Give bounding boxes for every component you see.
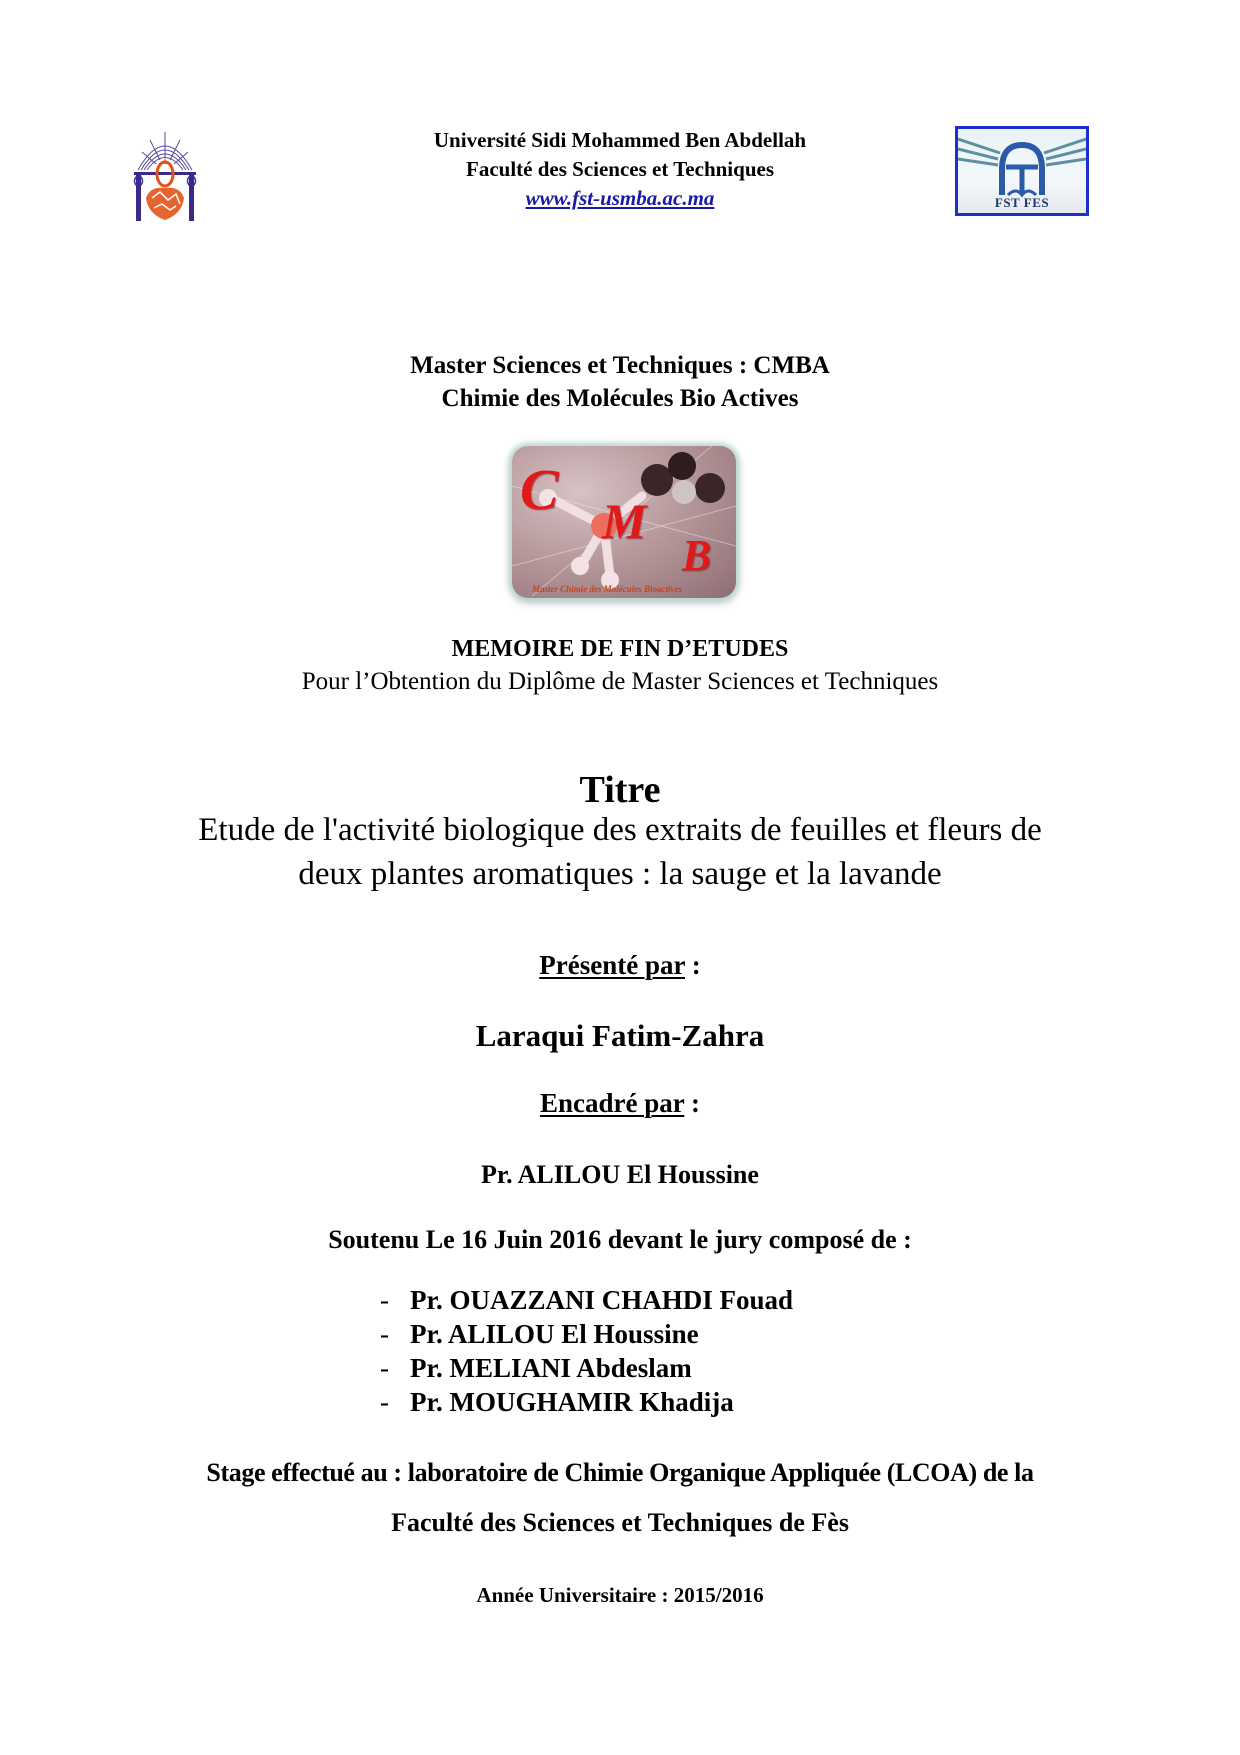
presented-by-label: Présenté par: [539, 950, 685, 980]
internship-line1: Stage effectué au : laboratoire de Chimie Organique Appliquée (LCOA) de la: [206, 1458, 1034, 1487]
jury-member-name: Pr. MELIANI Abdeslam: [410, 1353, 692, 1383]
cmba-logo: [512, 446, 736, 598]
thesis-title-line1: Etude de l'activité biologique des extraits de feuilles et fleurs de: [198, 812, 1042, 848]
cmba-letter-b: B: [682, 531, 712, 580]
university-name: Université Sidi Mohammed Ben Abdellah: [433, 128, 807, 152]
fst-fes-logo: [955, 126, 1089, 216]
thesis-heading: Titre: [579, 769, 661, 811]
list-bullet: -: [380, 1387, 389, 1417]
jury-member-name: Pr. ALILOU El Houssine: [410, 1319, 699, 1349]
usmba-emblem-icon: [130, 128, 200, 224]
memoire-subtitle: Pour l’Obtention du Diplôme de Master Sciences et Techniques: [301, 668, 939, 695]
list-bullet: -: [380, 1319, 389, 1349]
presented-by-heading: [0, 950, 1240, 981]
cmba-letter-c: C: [520, 457, 559, 522]
usmba-logo: [130, 128, 200, 224]
thesis-title-line2: deux plantes aromatiques : la sauge et la lavande: [298, 856, 942, 892]
supervised-by-colon: :: [684, 1088, 700, 1118]
cmba-letter-m: M: [602, 493, 647, 549]
jury-list: [380, 1283, 793, 1419]
jury-member: [380, 1283, 793, 1317]
list-bullet: -: [380, 1285, 389, 1315]
jury-member-name: Pr. MOUGHAMIR Khadija: [410, 1387, 734, 1417]
program-subtitle: Chimie des Molécules Bio Actives: [441, 385, 799, 412]
faculty-name: Faculté des Sciences et Techniques: [466, 157, 774, 181]
academic-year: Année Universitaire : 2015/2016: [476, 1583, 764, 1607]
author-name: Laraqui Fatim-Zahra: [475, 1018, 765, 1053]
defense-statement: Soutenu Le 16 Juin 2016 devant le jury composé de :: [328, 1225, 912, 1254]
fst-fes-label: FST FES: [994, 195, 1050, 210]
memoire-title: MEMOIRE DE FIN D’ETUDES: [451, 636, 789, 662]
supervised-by-label: Encadré par: [539, 1088, 685, 1118]
jury-member: [380, 1317, 793, 1351]
program-title: Master Sciences et Techniques : CMBA: [410, 352, 830, 379]
presented-by-colon: :: [684, 950, 701, 980]
supervised-by-heading: [0, 1088, 1240, 1119]
jury-member-name: Pr. OUAZZANI CHAHDI Fouad: [410, 1285, 794, 1315]
supervisor-name: Pr. ALILOU El Houssine: [481, 1160, 759, 1189]
website-link[interactable]: www.fst-usmba.ac.ma: [525, 186, 715, 210]
cmba-caption: Master Chimie des Molécules Bioactives: [532, 584, 682, 594]
list-bullet: -: [380, 1353, 389, 1383]
internship-line2: Faculté des Sciences et Techniques de Fès: [391, 1508, 849, 1537]
jury-member: [380, 1351, 793, 1385]
jury-member: [380, 1385, 793, 1419]
